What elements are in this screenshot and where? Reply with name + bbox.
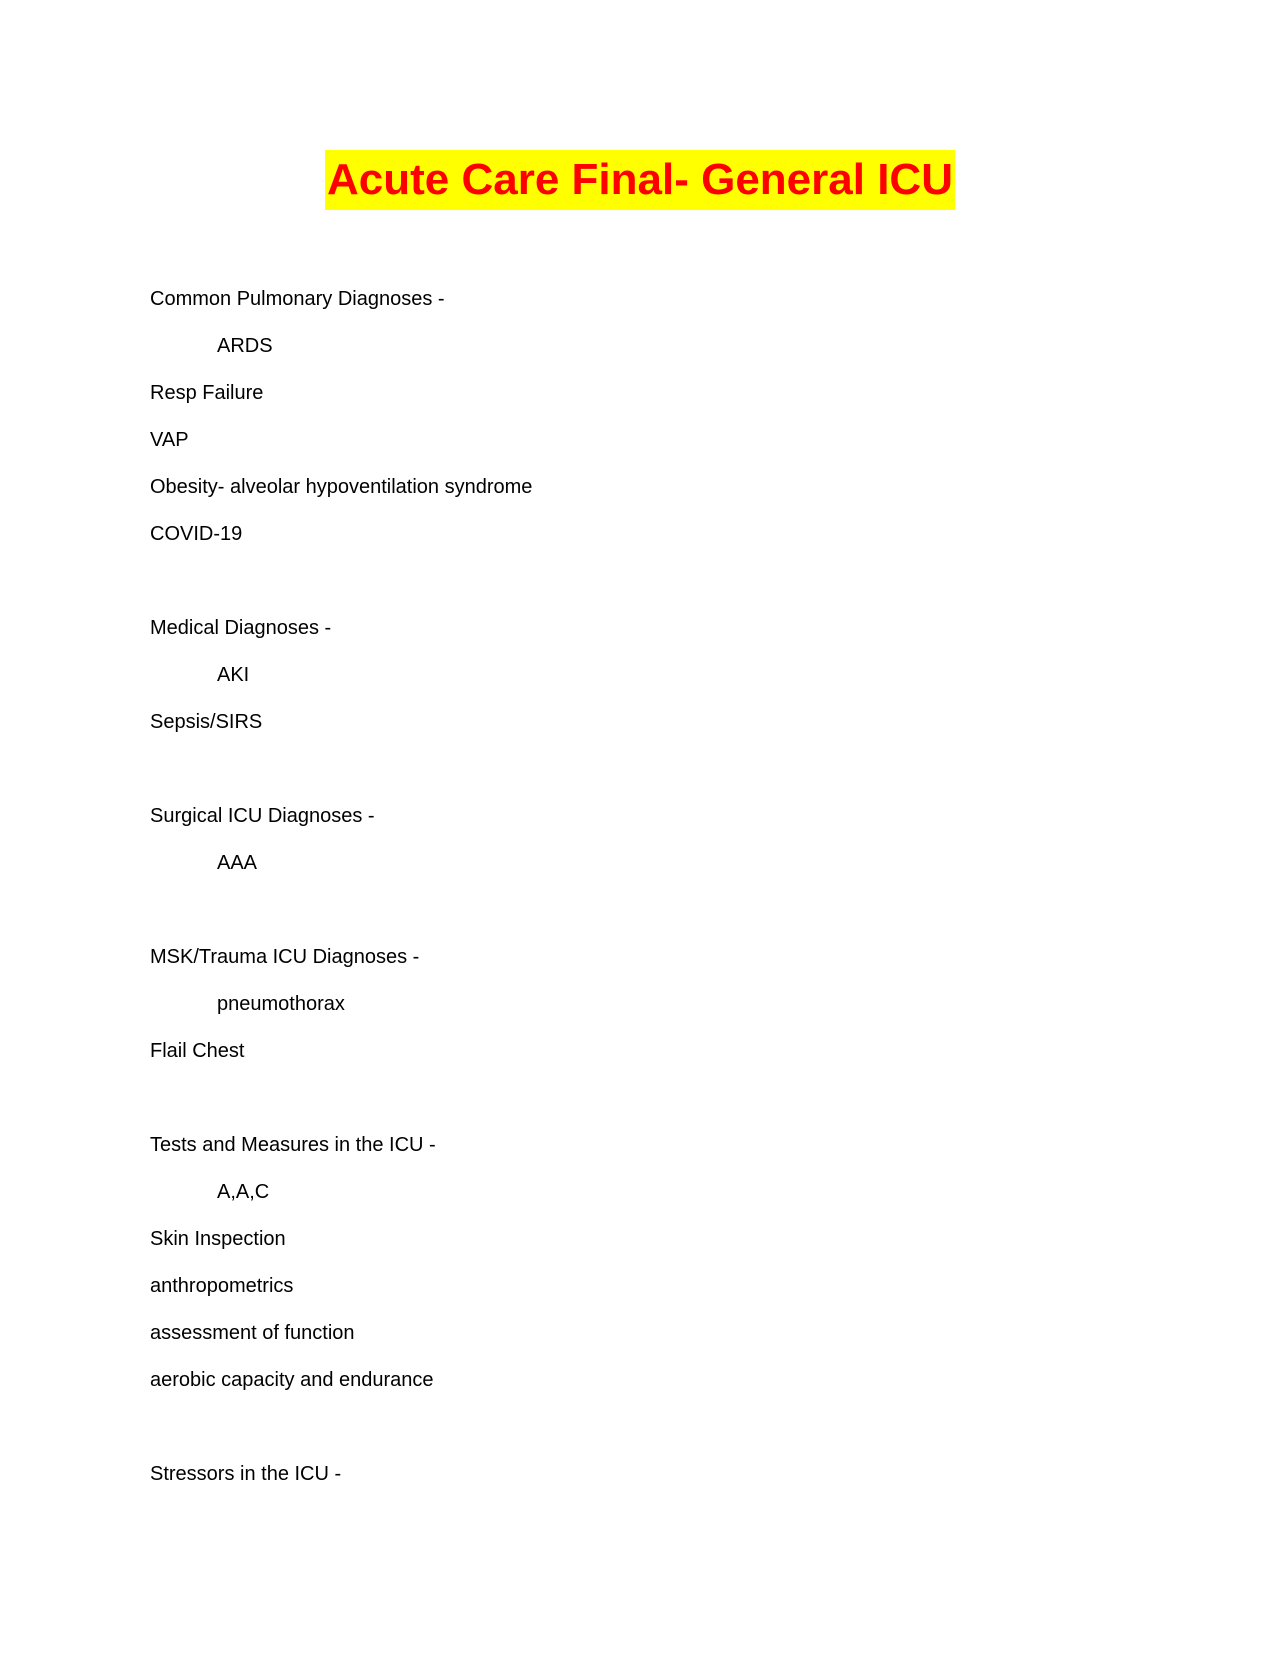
list-item: aerobic capacity and endurance xyxy=(150,1369,434,1391)
list-item: anthropometrics xyxy=(150,1275,294,1297)
list-item: Obesity- alveolar hypoventilation syndrome xyxy=(150,476,533,498)
spacer xyxy=(150,1404,1150,1451)
list-item: ARDS xyxy=(217,335,273,357)
section-heading-msk-trauma: MSK/Trauma ICU Diagnoses - xyxy=(150,946,420,968)
section-heading-pulmonary: Common Pulmonary Diagnoses - xyxy=(150,288,445,310)
document-body xyxy=(150,276,1150,1498)
section-heading-surgical: Surgical ICU Diagnoses - xyxy=(150,805,375,827)
list-item: Resp Failure xyxy=(150,382,264,404)
list-item: AAA xyxy=(217,852,258,874)
list-item: COVID-19 xyxy=(150,523,243,545)
list-item: A,A,C xyxy=(217,1181,270,1203)
section-heading-tests-measures: Tests and Measures in the ICU - xyxy=(150,1134,436,1156)
section-heading-medical: Medical Diagnoses - xyxy=(150,617,332,639)
list-item: Sepsis/SIRS xyxy=(150,711,263,733)
list-item: Skin Inspection xyxy=(150,1228,286,1250)
list-item: pneumothorax xyxy=(217,993,345,1015)
title-container xyxy=(0,150,1280,210)
list-item: assessment of function xyxy=(150,1322,355,1344)
list-item: AKI xyxy=(217,664,250,686)
list-item: VAP xyxy=(150,429,189,451)
section-heading-stressors: Stressors in the ICU - xyxy=(150,1463,342,1485)
spacer xyxy=(150,887,1150,934)
document-title: Acute Care Final- General ICU xyxy=(325,150,955,210)
spacer xyxy=(150,558,1150,605)
spacer xyxy=(150,746,1150,793)
list-item: Flail Chest xyxy=(150,1040,245,1062)
spacer xyxy=(150,1075,1150,1122)
